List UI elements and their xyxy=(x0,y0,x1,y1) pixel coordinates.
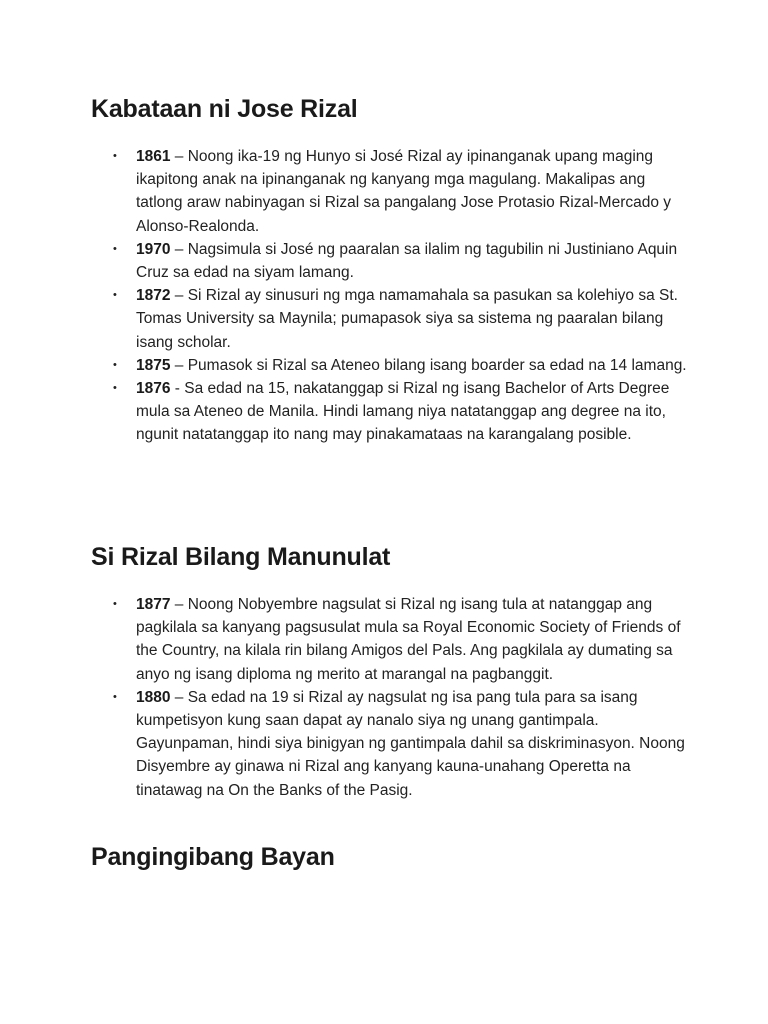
section-kabataan xyxy=(91,94,691,447)
item-year: 1875 xyxy=(136,356,171,374)
section-manunulat xyxy=(91,542,691,802)
item-year: 1861 xyxy=(136,148,171,165)
item-year: 1872 xyxy=(136,287,171,305)
item-year: 1970 xyxy=(136,240,171,258)
section-heading: Kabataan ni Jose Rizal xyxy=(91,95,358,123)
item-separator: – xyxy=(170,596,188,613)
bullet-icon: • xyxy=(113,150,117,162)
timeline-list xyxy=(91,593,691,802)
item-year: 1880 xyxy=(136,688,171,706)
section-pangingibang-bayan xyxy=(91,842,691,872)
item-text: Pumasok si Rizal sa Ateneo bilang isang boarder sa edad na 14 lamang. xyxy=(187,356,687,374)
item-separator: – xyxy=(170,287,188,305)
item-year: 1877 xyxy=(136,596,171,613)
bullet-icon: • xyxy=(113,242,117,255)
list-item xyxy=(91,354,691,377)
bullet-icon: • xyxy=(113,289,117,302)
list-item xyxy=(91,145,691,238)
list-item xyxy=(91,593,691,686)
item-text: Sa edad na 19 si Rizal ay nagsulat ng isa pang tula para sa isang kumpetisyon kung saan dapat ay nanalo siya ng unang gantimpala. Gayunpaman, hindi siya binigyan ng gantimpala dahil sa diskriminasyon. Noong Disyembre ay ginawa ni Rizal ang kanyang kauna-unahang Operetta na tinatawag na On the Banks of the Pasig. xyxy=(136,688,685,799)
list-item xyxy=(91,686,691,802)
section-heading: Pangingibang Bayan xyxy=(91,843,335,871)
item-separator: - xyxy=(170,380,185,398)
list-item xyxy=(91,377,691,447)
item-separator: – xyxy=(170,148,188,165)
bullet-icon: • xyxy=(113,598,117,610)
item-text: Si Rizal ay sinusuri ng mga namamahala sa pasukan sa kolehiyo sa St. Tomas University sa Maynila; pumapasok siya sa sistema ng paaralan bilang isang scholar. xyxy=(136,287,678,351)
item-text: Nagsimula si José ng paaralan sa ilalim ng tagubilin ni Justiniano Aquin Cruz sa edad na siyam lamang. xyxy=(136,240,678,282)
section-heading: Si Rizal Bilang Manunulat xyxy=(91,543,391,571)
bullet-icon: • xyxy=(113,358,117,371)
bullet-icon: • xyxy=(113,690,117,703)
item-year: 1876 xyxy=(136,380,171,398)
item-separator: – xyxy=(170,356,188,374)
timeline-list xyxy=(91,145,691,447)
item-text: Sa edad na 15, nakatanggap si Rizal ng isang Bachelor of Arts Degree mula sa Ateneo de Manila. Hindi lamang niya natatanggap ang degree na ito, ngunit natatanggap ito nang may pinakamataas na karangalang posible. xyxy=(136,380,670,444)
item-text: Noong Nobyembre nagsulat si Rizal ng isang tula at natanggap ang pagkilala sa kanyang pagsusulat mula sa Royal Economic Society of Friends of the Country, na kilala rin bilang Amigos del Pals. Ang pagkilala ay dumating sa anyo ng isang diploma ng merito at marangal na pagbanggit. xyxy=(136,596,681,683)
item-text: Noong ika-19 ng Hunyo si José Rizal ay ipinanganak upang maging ikapitong anak na ipinanganak ng kanyang mga magulang. Makalipas ang tatlong araw nabinyagan si Rizal sa pangalang Jose Protasio Rizal-Mercado y Alonso-Realonda. xyxy=(136,148,672,235)
list-item xyxy=(91,284,691,354)
list-item xyxy=(91,238,691,284)
item-separator: – xyxy=(170,688,188,706)
item-separator: – xyxy=(170,240,188,258)
bullet-icon: • xyxy=(113,382,117,395)
